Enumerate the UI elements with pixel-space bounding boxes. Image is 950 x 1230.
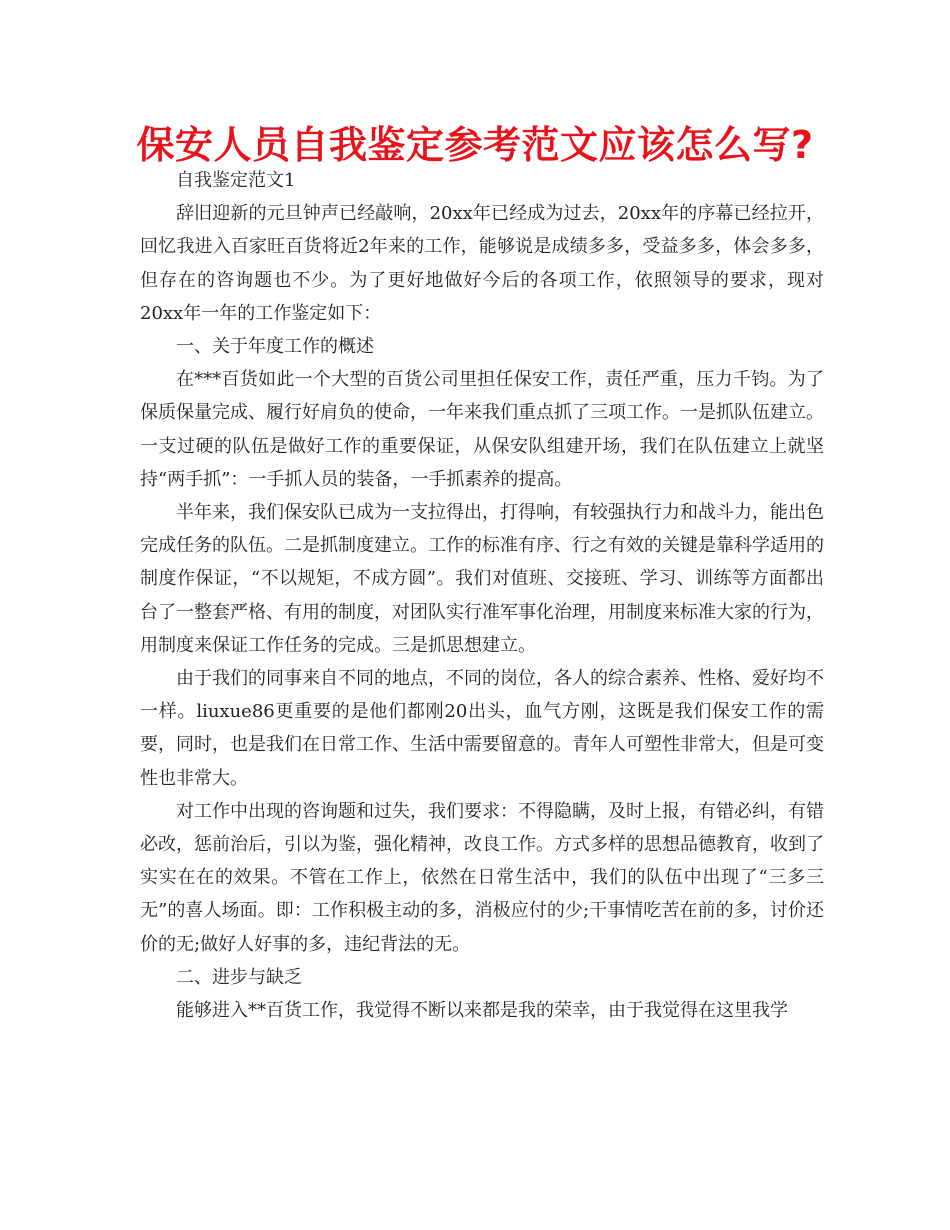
document-title: 保安人员自我鉴定参考范文应该怎么写?	[136, 123, 814, 167]
paragraph-error-handling: 对工作中出现的咨询题和过失，我们要求：不得隐瞒，及时上报，有错必纠，有错必改，惩前治后，引以为鉴，强化精神，改良工作。方式多样的思想品德教育，收到了实实在在的效果。不管在工作上，依然在日常生活中，我们的队伍中出现了“三多三无”的喜人场面。即：工作积极主动的多，消极应付的少;干事情吃苦在前的多，讨价还价的无;做好人好事的多，违纪背法的无。	[140, 800, 824, 955]
paragraph-team-members: 由于我们的同事来自不同的地点，不同的岗位，各人的综合素养、性格、爱好均不一样。liuxue86更重要的是他们都刚20出头，血气方刚，这既是我们保安工作的需要，同时，也是我们在日常工作、生活中需要留意的。青年人可塑性非常大，但是可变性也非常大。	[140, 668, 824, 789]
section-heading-sample: 自我鉴定范文1	[176, 170, 296, 191]
paragraph-team-building: 在***百货如此一个大型的百货公司里担任保安工作，责任严重，压力千钧。为了保质保量完成、履行好肩负的使命，一年来我们重点抓了三项工作。一是抓队伍建立。一支过硬的队伍是做好工作的重要保证，从保安队组建开场，我们在队伍建立上就坚持“两手抓”：一手抓人员的装备，一手抓素养的提高。	[140, 369, 824, 490]
section-heading-overview: 一、关于年度工作的概述	[176, 336, 374, 358]
paragraph-progress: 能够进入**百货工作，我觉得不断以来都是我的荣幸，由于我觉得在这里我学	[176, 1000, 788, 1022]
paragraph-intro: 辞旧迎新的元旦钟声已经敲响，20xx年已经成为过去，20xx年的序幕已经拉开，回忆我进入百家旺百货将近2年来的工作，能够说是成绩多多，受益多多，体会多多，但存在的咨询题也不少。为了更好地做好今后的各项工作，依照领导的要求，现对20xx年一年的工作鉴定如下：	[140, 203, 824, 324]
section-heading-progress: 二、进步与缺乏	[176, 966, 302, 988]
paragraph-system-building: 半年来，我们保安队已成为一支拉得出，打得响，有较强执行力和战斗力，能出色完成任务的队伍。二是抓制度建立。工作的标准有序、行之有效的关键是靠科学适用的制度作保证，“不以规矩，不成方圆”。我们对值班、交接班、学习、训练等方面都出台了一整套严格、有用的制度，对团队实行准军事化治理，用制度来标准大家的行为，用制度来保证工作任务的完成。三是抓思想建立。	[140, 502, 824, 656]
document-body	[140, 164, 824, 1027]
